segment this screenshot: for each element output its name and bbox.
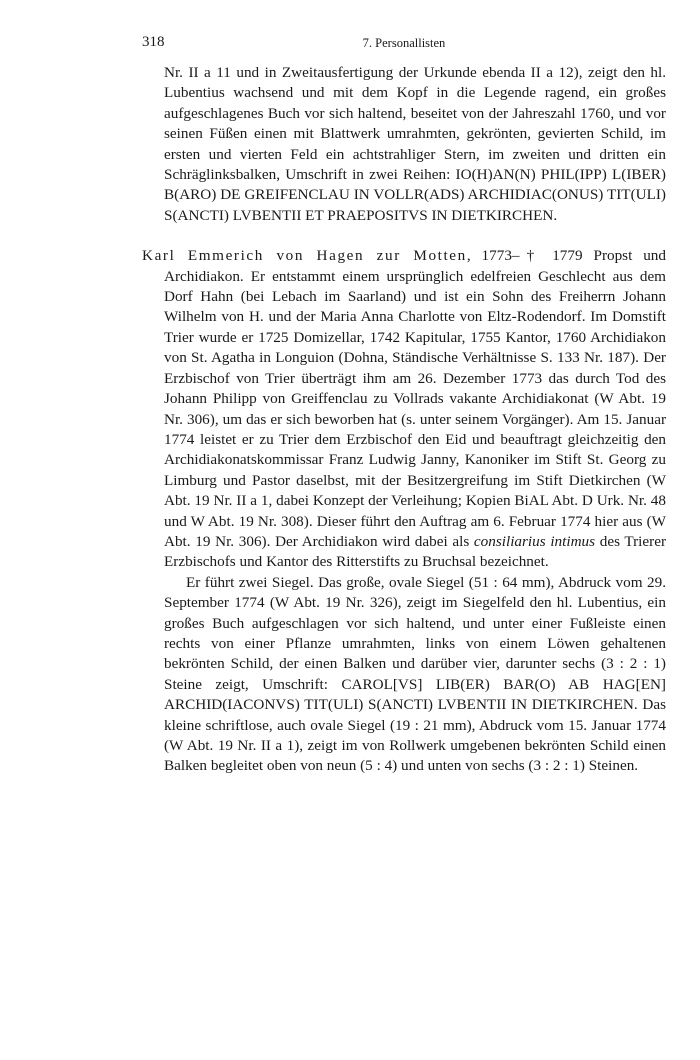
- page-header: [142, 34, 666, 54]
- body-text: [142, 63, 666, 777]
- paragraph-biography-entry: [142, 246, 666, 573]
- paragraph-seal-description: Nr. II a 11 und in Zweitausfertigung der Urkunde ebenda II a 12), zeigt den hl. Lubentius wachsend und mit dem Kopf in die Legende ragend, ein großes aufgeschlagenes Buch vor sich haltend, beseitet von der Jahreszahl 1760, und vor seinen Füßen einen mit Blattwerk umrahmten, gekrönten, gevierten Schild, im ersten und vierten Feld ein achtstrahliger Stern, im zweiten und dritten ein Schräglinksbalken, Umschrift in zwei Reihen: IO(H)AN(N) PHIL(IPP) L(IBER) B(ARO) DE GREIFENCLAU IN VOLLR(ADS) ARCHIDIAC(ONUS) TIT(ULI) S(ANCTI) LVBENTII ET PRAEPOSITVS IN DIETKIRCHEN.: [164, 64, 666, 224]
- running-head: 7. Personallisten: [362, 36, 446, 50]
- section-spacer: [142, 226, 666, 246]
- biography-text-b: des Trierer Erzbischofs und Kantor des Ritterstifts zu Bruchsal bezeichnet.: [164, 532, 667, 571]
- paragraph-seals: Er führt zwei Siegel. Das große, ovale Siegel (51 : 64 mm), Abdruck vom 29. September 1774 (W Abt. 19 Nr. 326), zeigt im Siegelfeld den hl. Lubentius, ein großes Buch aufgeschlagen vor sich haltend, und unter einer Fußleiste einen rechts von einer Pflanze umrahmten, links von einem Löwen gehaltenen bekrönten Schild, der einen Balken und darüber vier, darunter sechs (3 : 2 : 1) Steine zeigt, Umschrift: CAROL[VS] LIB(ER) BAR(O) AB HAG[EN] ARCHID(IACONVS) TIT(ULI) S(ANCTI) LVBENTII IN DIETKIRCHEN. Das kleine schriftlose, auch ovale Siegel (19 : 21 mm), Abdruck vom 15. Januar 1774 (W Abt. 19 Nr. II a 1), zeigt im von Rollwerk umgebenen bekrönten Schild einen Balken begleitet oben von neun (5 : 4) und unten von sechs (3 : 2 : 1) Steinen.: [164, 573, 666, 775]
- page-number: 318: [142, 34, 165, 50]
- biography-text-a: , 1773–† 1779 Propst und Archidiakon. Er entstammt einem ursprünglich edelfreien Geschlecht aus dem Dorf Hahn (bei Lebach im Saarland) und ist ein Sohn des Freiherrn Johann Wilhelm von H. und der Maria Anna Charlotte von Eltz-Rodendorf. Im Domstift Trier wurde er 1725 Domizellar, 1742 Kapitular, 1755 Kantor, 1760 Archidiakon von St. Agatha in Longuion (Dohna, Ständische Verhältnisse S. 133 Nr. 187). Der Erzbischof von Trier überträgt ihm am 26. Dezember 1773 das durch Tod des Johann Philipp von Greiffenclau zu Vollrads vakante Archidiakonat (W Abt. 19 Nr. 306), um das er sich beworben hat (s. unter seinem Vorgänger). Am 15. Januar 1774 leistet er zu Trier dem Erzbischof den Eid und beauftragt gleichzeitig den Archidiakonatskommissar Franz Ludwig Janny, Kanoniker im Stift St. Georg zu Limburg und Pastor daselbst, mit der Besitzergreifung im Stift Dietkirchen (W Abt. 19 Nr. II a 1, dabei Konzept der Verleihung; Kopien BiAL Abt. D Urk. Nr. 48 und W Abt. 19 Nr. 308). Dieser führt den Auftrag am 6. Februar 1774 hier aus (W Abt. 19 Nr. 306). Der Archidiakon wird dabei als: [164, 247, 666, 550]
- italic-title: consiliarius intimus: [473, 532, 596, 550]
- person-name: Karl Emmerich von Hagen zur Motten: [142, 247, 467, 265]
